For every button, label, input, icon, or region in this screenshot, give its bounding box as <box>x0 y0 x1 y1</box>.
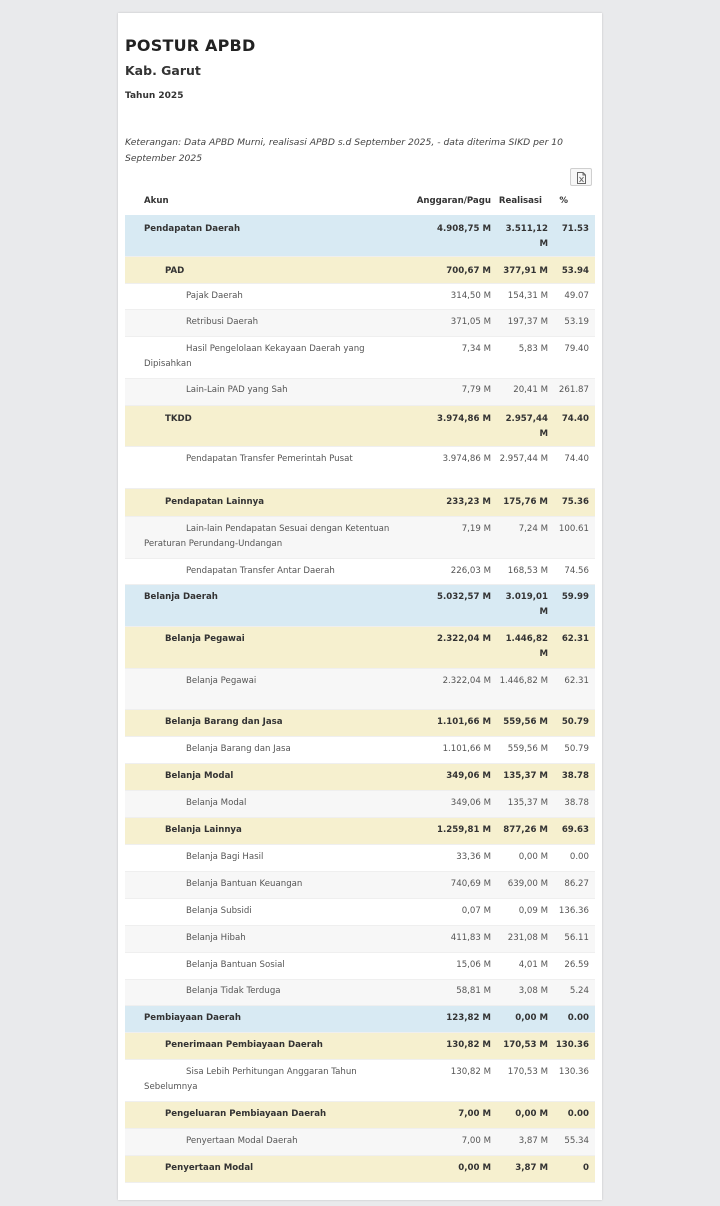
percent-cell: 59.99 <box>561 592 589 602</box>
budget-cell: 1.259,81 M <box>437 825 491 835</box>
subcategory-row <box>125 818 595 845</box>
realization-cell: 135,37 M <box>507 798 548 808</box>
table-row <box>125 845 595 872</box>
account-cell: PAD <box>165 266 185 276</box>
budget-cell: 2.322,04 M <box>437 634 491 644</box>
table-row <box>125 980 595 1006</box>
table-row <box>125 379 595 406</box>
budget-cell: 740,69 M <box>450 879 491 889</box>
account-cell: Belanja Pegawai <box>165 634 245 644</box>
account-cell: Belanja Hibah <box>186 933 246 943</box>
account-cell: Retribusi Daerah <box>186 317 259 327</box>
table-row <box>125 559 595 585</box>
table-row <box>125 310 595 337</box>
account-cell: Sisa Lebih Perhitungan Anggaran Tahun Sebelumnya <box>144 1067 357 1092</box>
account-cell: Pendapatan Daerah <box>144 224 241 234</box>
budget-cell: 3.974,86 M <box>437 414 491 424</box>
realization-cell: 3.511,12 M <box>505 224 548 249</box>
percent-cell: 56.11 <box>564 933 589 943</box>
header-persen[interactable]: % <box>559 196 568 206</box>
account-cell: Belanja Barang dan Jasa <box>186 744 291 754</box>
account-cell: Pendapatan Transfer Antar Daerah <box>186 566 335 576</box>
category-row <box>125 1006 595 1033</box>
budget-cell: 15,06 M <box>456 960 491 970</box>
realization-cell: 3,87 M <box>518 1136 548 1146</box>
account-cell: Penyertaan Modal <box>165 1163 254 1173</box>
percent-cell: 0 <box>583 1163 589 1173</box>
excel-export-icon <box>576 172 587 184</box>
realization-cell: 2.957,44 M <box>505 414 548 439</box>
percent-cell: 0.00 <box>567 1109 589 1119</box>
realization-cell: 170,53 M <box>507 1067 548 1077</box>
percent-cell: 55.34 <box>564 1136 589 1146</box>
realization-cell: 168,53 M <box>507 566 548 576</box>
budget-cell: 5.032,57 M <box>437 592 491 602</box>
percent-cell: 74.40 <box>564 454 589 464</box>
realization-cell: 1.446,82 M <box>505 634 548 659</box>
budget-cell: 2.322,04 M <box>442 676 491 686</box>
account-cell: Belanja Barang dan Jasa <box>165 717 283 727</box>
table-row <box>125 899 595 926</box>
percent-cell: 69.63 <box>561 825 589 835</box>
budget-cell: 411,83 M <box>450 933 491 943</box>
budget-cell: 7,19 M <box>461 524 491 534</box>
subcategory-row <box>125 1033 595 1060</box>
budget-cell: 7,00 M <box>461 1136 491 1146</box>
percent-cell: 38.78 <box>564 798 589 808</box>
budget-cell: 130,82 M <box>450 1067 491 1077</box>
account-cell: Penyertaan Modal Daerah <box>186 1136 298 1146</box>
account-cell: Pajak Daerah <box>186 291 243 301</box>
budget-cell: 226,03 M <box>450 566 491 576</box>
account-cell: Belanja Subsidi <box>186 906 252 916</box>
budget-cell: 7,79 M <box>461 385 491 395</box>
account-cell: TKDD <box>165 414 192 424</box>
account-cell: Belanja Modal <box>186 798 247 808</box>
account-cell: Lain-lain Pendapatan Sesuai dengan Ketentuan Peraturan Perundang-Undangan <box>144 524 390 549</box>
realization-cell: 4,01 M <box>518 960 548 970</box>
percent-cell: 100.61 <box>558 524 589 534</box>
category-row <box>125 215 595 257</box>
budget-cell: 33,36 M <box>456 852 491 862</box>
realization-cell: 231,08 M <box>507 933 548 943</box>
percent-cell: 53.19 <box>564 317 589 327</box>
budget-cell: 349,06 M <box>446 771 491 781</box>
budget-cell: 4.908,75 M <box>437 224 491 234</box>
account-cell: Belanja Bagi Hasil <box>186 852 264 862</box>
budget-cell: 130,82 M <box>446 1040 491 1050</box>
percent-cell: 75.36 <box>561 497 589 507</box>
budget-cell: 0,00 M <box>458 1163 491 1173</box>
table-row <box>125 447 595 489</box>
subcategory-row <box>125 257 595 284</box>
realization-cell: 154,31 M <box>507 291 548 301</box>
realization-cell: 3,87 M <box>515 1163 548 1173</box>
percent-cell: 26.59 <box>564 960 589 970</box>
data-note: Keterangan: Data APBD Murni, realisasi APBD s.d September 2025, - data diterima SIKD per 10 September 2025 <box>125 137 563 164</box>
account-cell: Lain-Lain PAD yang Sah <box>186 385 288 395</box>
table-row <box>125 284 595 310</box>
percent-cell: 49.07 <box>564 291 589 301</box>
budget-cell: 1.101,66 M <box>442 744 491 754</box>
realization-cell: 1.446,82 M <box>499 676 548 686</box>
account-cell: Pembiayaan Daerah <box>144 1013 241 1023</box>
percent-cell: 62.31 <box>561 634 589 644</box>
realization-cell: 20,41 M <box>513 385 548 395</box>
export-excel-button[interactable] <box>570 168 592 186</box>
realization-cell: 377,91 M <box>503 266 548 276</box>
account-cell: Belanja Pegawai <box>186 676 257 686</box>
budget-cell: 314,50 M <box>450 291 491 301</box>
realization-cell: 0,09 M <box>518 906 548 916</box>
percent-cell: 136.36 <box>558 906 589 916</box>
realization-cell: 7,24 M <box>518 524 548 534</box>
subcategory-row <box>125 710 595 737</box>
table-row <box>125 953 595 980</box>
table-row <box>125 517 595 559</box>
apbd-card <box>118 13 602 1200</box>
percent-cell: 130.36 <box>555 1040 589 1050</box>
percent-cell: 50.79 <box>561 717 589 727</box>
account-cell: Belanja Bantuan Keuangan <box>186 879 303 889</box>
account-cell: Belanja Tidak Terduga <box>186 986 281 996</box>
realization-cell: 5,83 M <box>518 344 548 354</box>
account-cell: Penerimaan Pembiayaan Daerah <box>165 1040 323 1050</box>
percent-cell: 38.78 <box>561 771 589 781</box>
percent-cell: 71.53 <box>561 224 589 234</box>
budget-cell: 3.974,86 M <box>442 454 491 464</box>
table-row <box>125 872 595 899</box>
budget-cell: 700,67 M <box>446 266 491 276</box>
budget-cell: 58,81 M <box>456 986 491 996</box>
realization-cell: 2.957,44 M <box>499 454 548 464</box>
budget-cell: 7,34 M <box>461 344 491 354</box>
header-realisasi[interactable]: Realisasi <box>498 196 542 206</box>
realization-cell: 0,00 M <box>515 1013 548 1023</box>
fiscal-year: Tahun 2025 <box>125 91 184 101</box>
budget-cell: 123,82 M <box>446 1013 491 1023</box>
account-cell: Belanja Daerah <box>144 592 218 602</box>
realization-cell: 135,37 M <box>503 771 548 781</box>
realization-cell: 877,26 M <box>503 825 548 835</box>
account-cell: Pendapatan Lainnya <box>165 497 265 507</box>
realization-cell: 559,56 M <box>507 744 548 754</box>
percent-cell: 74.40 <box>561 414 589 424</box>
percent-cell: 0.00 <box>567 1013 589 1023</box>
percent-cell: 74.56 <box>564 566 589 576</box>
account-cell: Pendapatan Transfer Pemerintah Pusat <box>186 454 353 464</box>
percent-cell: 0.00 <box>569 852 589 862</box>
subcategory-row <box>125 406 595 447</box>
table-row <box>125 737 595 764</box>
table-header <box>125 191 595 215</box>
table-row <box>125 669 595 710</box>
percent-cell: 50.79 <box>564 744 589 754</box>
realization-cell: 170,53 M <box>503 1040 548 1050</box>
realization-cell: 3,08 M <box>518 986 548 996</box>
budget-cell: 7,00 M <box>458 1109 491 1119</box>
header-akun[interactable]: Akun <box>144 196 169 206</box>
budget-cell: 233,23 M <box>446 497 491 507</box>
realization-cell: 197,37 M <box>507 317 548 327</box>
realization-cell: 3.019,01 M <box>505 592 548 617</box>
percent-cell: 62.31 <box>564 676 589 686</box>
region-name: Kab. Garut <box>125 63 201 78</box>
table-row <box>125 791 595 818</box>
table-row <box>125 1129 595 1156</box>
table-row <box>125 1060 595 1102</box>
budget-table <box>125 215 595 1183</box>
subcategory-row <box>125 1102 595 1129</box>
budget-cell: 0,07 M <box>461 906 491 916</box>
subcategory-row <box>125 489 595 517</box>
account-cell: Pengeluaran Pembiayaan Daerah <box>165 1109 327 1119</box>
realization-cell: 639,00 M <box>507 879 548 889</box>
budget-cell: 349,06 M <box>450 798 491 808</box>
percent-cell: 53.94 <box>561 266 589 276</box>
realization-cell: 0,00 M <box>518 852 548 862</box>
account-cell: Belanja Modal <box>165 771 234 781</box>
header-anggaran[interactable]: Anggaran/Pagu <box>416 196 491 206</box>
realization-cell: 175,76 M <box>503 497 548 507</box>
subcategory-row <box>125 1156 595 1183</box>
table-row <box>125 337 595 379</box>
percent-cell: 86.27 <box>564 879 589 889</box>
percent-cell: 261.87 <box>558 385 589 395</box>
account-cell: Hasil Pengelolaan Kekayaan Daerah yang Dipisahkan <box>144 344 365 369</box>
table-row <box>125 926 595 953</box>
account-cell: Belanja Bantuan Sosial <box>186 960 285 970</box>
realization-cell: 559,56 M <box>503 717 548 727</box>
percent-cell: 130.36 <box>558 1067 589 1077</box>
budget-cell: 1.101,66 M <box>437 717 491 727</box>
percent-cell: 79.40 <box>564 344 589 354</box>
budget-cell: 371,05 M <box>450 317 491 327</box>
category-row <box>125 585 595 627</box>
account-cell: Belanja Lainnya <box>165 825 242 835</box>
percent-cell: 5.24 <box>569 986 589 996</box>
realization-cell: 0,00 M <box>515 1109 548 1119</box>
subcategory-row <box>125 627 595 669</box>
page-title: POSTUR APBD <box>125 36 256 55</box>
subcategory-row <box>125 764 595 791</box>
